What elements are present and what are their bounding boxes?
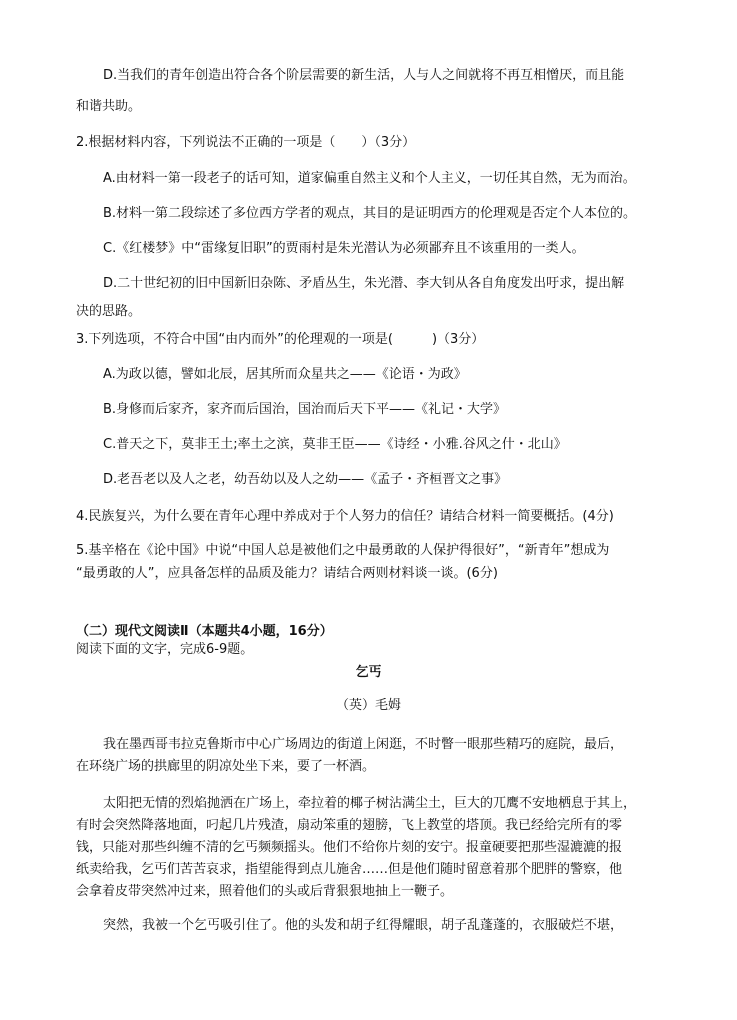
question-5-line-2: “最勇敢的人”，应具备怎样的品质及能力？请结合两则材料谈一谈。(6分)	[76, 566, 498, 581]
paragraph-line: 在环绕广场的拱廊里的阴凉处坐下来，要了一杯酒。	[76, 759, 376, 774]
paragraph-line: 突然，我被一个乞丐吸引住了。他的头发和胡子红得耀眼，胡子乱蓬蓬的，衣服破烂不堪，	[103, 918, 624, 933]
paragraph-line: 太阳把无情的烈焰抛洒在广场上，牵拉着的椰子树沾满尘土，巨大的兀鹰不安地栖息于其上，	[103, 796, 637, 811]
section-2-heading: （二）现代文阅读Ⅱ（本题共4小题，16分）	[76, 624, 333, 639]
option-d-line-2: 和谐共助。	[76, 99, 142, 114]
option-d-line-1: D.当我们的青年创造出符合各个阶层需要的新生活，人与人之间就将不再互相憎厌，而且能	[103, 68, 625, 83]
question-3-option-a: A.为政以德，譬如北辰，居其所而众星共之——《论语・为政》	[103, 367, 467, 382]
question-2-option-a: A.由材料一第一段老子的话可知，道家偏重自然主义和个人主义，一切任其自然，无为而治。	[103, 171, 636, 186]
question-2-option-b: B.材料一第二段综述了多位西方学者的观点，其目的是证明西方的伦理观是否定个人本位的。	[103, 206, 637, 221]
question-3-option-b: B.身修而后家齐，家齐而后国治，国治而后天下平——《礼记・大学》	[103, 402, 507, 417]
question-2-option-d-line-2: 决的思路。	[76, 304, 142, 319]
paragraph-line: 钱，只能对那些纠缠不清的乞丐频频摇头。他们不给你片刻的安宁。报童硬要把那些湿漉漉的报	[76, 840, 623, 855]
section-2-instruction: 阅读下面的文字，完成6-9题。	[76, 642, 254, 657]
story-author: （英）毛姆	[335, 698, 401, 713]
question-3-stem: 3.下列选项，不符合中国“由内而外”的伦理观的一项是( )（3分）	[76, 332, 485, 347]
question-2-stem: 2.根据材料内容，下列说法不正确的一项是（ ）（3分）	[76, 135, 416, 150]
paragraph-line: 会拿着皮带突然冲过来，照着他们的头或后背狠狠地抽上一鞭子。	[76, 884, 454, 899]
question-3-option-c: C.普天之下，莫非王土;率土之滨，莫非王臣——《诗经・小雅.谷风之什・北山》	[103, 437, 567, 452]
paragraph-line: 有时会突然降落地面，叼起几片残渣，扇动笨重的翅膀，飞上教堂的塔顶。我已经给完所有的零	[76, 818, 623, 833]
question-2-option-c: C.《红楼梦》中“雷缘复旧职”的贾雨村是朱光潜认为必须鄙弃且不该重用的一类人。	[103, 241, 585, 256]
paragraph-line: 纸卖给我，乞丐们苦苦哀求，指望能得到点儿施舍……但是他们随时留意着那个肥胖的警察，他	[76, 862, 623, 877]
question-4: 4.民族复兴，为什么要在青年心理中养成对于个人努力的信任？请结合材料一简要概括。(4分)	[76, 509, 614, 524]
question-5-line-1: 5.基辛格在《论中国》中说“中国人总是被他们之中最勇敢的人保护得很好”，“新青年”想成为	[76, 543, 610, 558]
paragraph-line: 我在墨西哥韦拉克鲁斯市中心广场周边的街道上闲逛，不时瞥一眼那些精巧的庭院，最后，	[103, 737, 624, 752]
question-2-option-d-line-1: D.二十世纪初的旧中国新旧杂陈、矛盾丛生，朱光潜、李大钊从各自角度发出吁求，提出解	[103, 276, 625, 291]
story-title: 乞丐	[355, 665, 382, 680]
question-3-option-d: D.老吾老以及人之老，幼吾幼以及人之幼——《孟子・齐桓晋文之事》	[103, 472, 508, 487]
